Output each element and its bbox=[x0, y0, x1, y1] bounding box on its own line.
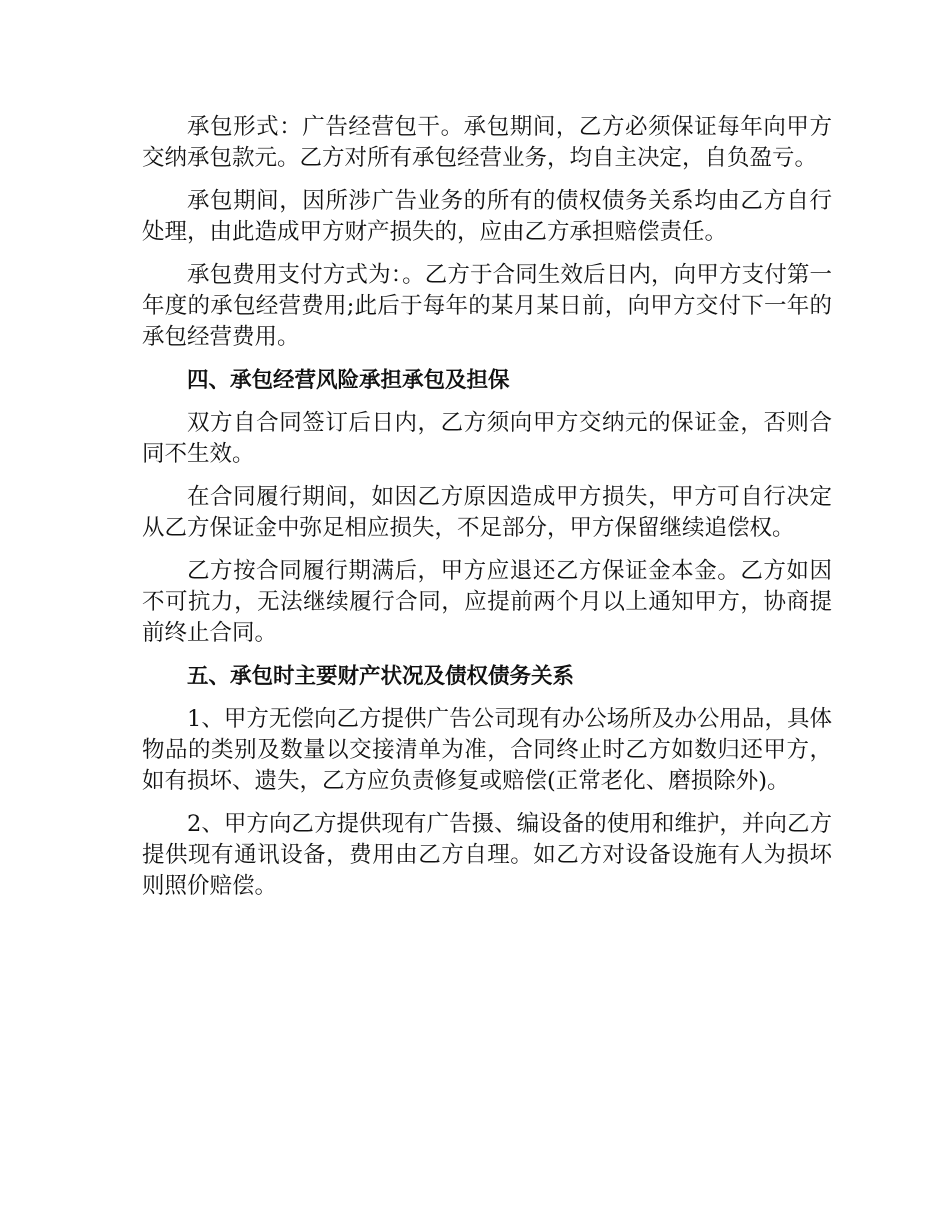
paragraph-deposit-refund: 乙方按合同履行期满后，甲方应退还乙方保证金本金。乙方如因不可抗力，无法继续履行合同，应提前两个月以上通知甲方，协商提前终止合同。 bbox=[142, 558, 832, 646]
paragraph-contract-form: 承包形式：广告经营包干。承包期间，乙方必须保证每年向甲方交纳承包款元。乙方对所有承包经营业务，均自主决定，自负盈亏。 bbox=[142, 114, 832, 171]
document-page bbox=[142, 112, 832, 914]
paragraph-office-supplies: 1、甲方无偿向乙方提供广告公司现有办公场所及办公用品，具体物品的类别及数量以交接清单为准，合同终止时乙方如数归还甲方，如有损坏、遗失，乙方应负责修复或赔偿(正常老化、磨损除外)。 bbox=[142, 706, 832, 794]
paragraph-deposit: 双方自合同签订后日内，乙方须向甲方交纳元的保证金，否则合同不生效。 bbox=[142, 410, 832, 467]
paragraph-debt-handling: 承包期间，因所涉广告业务的所有的债权债务关系均由乙方自行处理，由此造成甲方财产损失的，应由乙方承担赔偿责任。 bbox=[142, 188, 832, 245]
section-heading-4: 四、承包经营风险承担承包及担保 bbox=[187, 368, 510, 393]
paragraph-payment-method: 承包费用支付方式为：。乙方于合同生效后日内，向甲方支付第一年度的承包经营费用;此后于每年的某月某日前，向甲方交付下一年的承包经营费用。 bbox=[142, 262, 832, 350]
paragraph-equipment: 2、甲方向乙方提供现有广告摄、编设备的使用和维护，并向乙方提供现有通讯设备，费用由乙方自理。如乙方对设备设施有人为损坏则照价赔偿。 bbox=[142, 811, 832, 899]
section-heading-5: 五、承包时主要财产状况及债权债务关系 bbox=[187, 664, 575, 689]
paragraph-loss-compensation: 在合同履行期间，如因乙方原因造成甲方损失，甲方可自行决定从乙方保证金中弥足相应损失，不足部分，甲方保留继续追偿权。 bbox=[142, 484, 832, 541]
